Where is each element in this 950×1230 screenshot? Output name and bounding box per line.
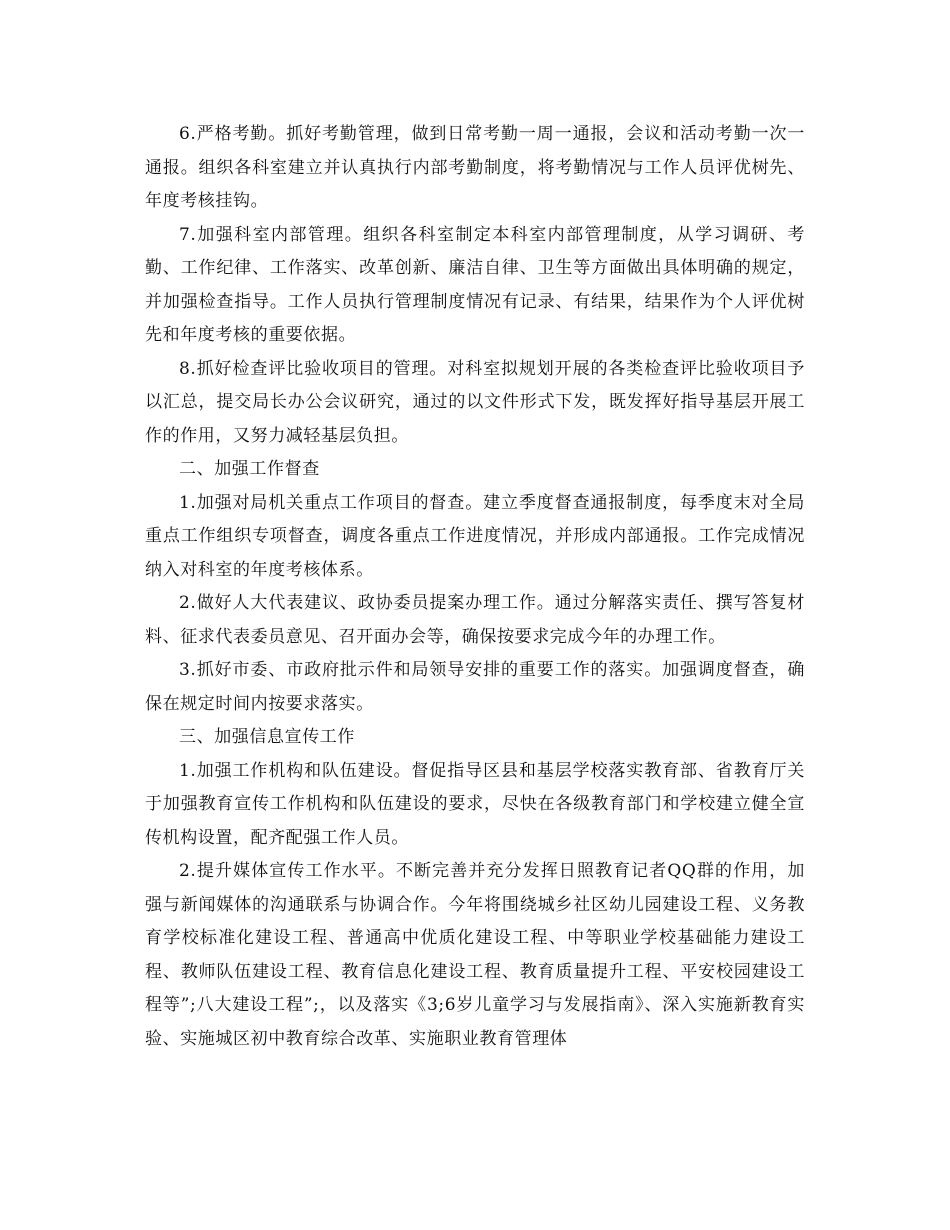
document-body [145, 118, 805, 1056]
paragraph-key-work-supervision: 1.加强对局机关重点工作项目的督查。建立季度督查通报制度，每季度末对全局重点工作组织专项督查，调度各重点工作进度情况，并形成内部通报。工作完成情况纳入对科室的年度考核体系。 [145, 492, 805, 580]
paragraph-proposals-handling: 2.做好人大代表建议、政协委员提案办理工作。通过分解落实责任、撰写答复材料、征求代表委员意见、召开面办会等，确保按要求完成今年的办理工作。 [145, 593, 805, 647]
section-heading-supervision: 二、加强工作督查 [179, 459, 320, 479]
paragraph-media-publicity: 2.提升媒体宣传工作水平。不断完善并充分发挥日照教育记者QQ群的作用，加强与新闻媒体的沟通联系与协调合作。今年将围绕城乡社区幼儿园建设工程、义务教育学校标准化建设工程、普通高中优质化建设工程、中等职业学校基础能力建设工程、教师队伍建设工程、教育信息化建设工程、教育质量提升工程、平安校园建设工程等”;八大建设工程”;，以及落实《3;6岁儿童学习与发展指南》、深入实施新教育实验、实施城区初中教育综合改革、实施职业教育管理体 [145, 861, 805, 1049]
paragraph-instructions-implementation: 3.抓好市委、市政府批示件和局领导安排的重要工作的落实。加强调度督查，确保在规定时间内按要求落实。 [145, 660, 805, 714]
paragraph-inspection-projects: 8.抓好检查评比验收项目的管理。对科室拟规划开展的各类检查评比验收项目予以汇总，提交局长办公会议研究，通过的以文件形式下发，既发挥好指导基层开展工作的作用，又努力减轻基层负担。 [145, 358, 805, 446]
paragraph-office-management: 7.加强科室内部管理。组织各科室制定本科室内部管理制度，从学习调研、考勤、工作纪律、工作落实、改革创新、廉洁自律、卫生等方面做出具体明确的规定，并加强检查指导。工作人员执行管理制度情况有记录、有结果，结果作为个人评优树先和年度考核的重要依据。 [145, 224, 805, 345]
section-heading-publicity: 三、加强信息宣传工作 [179, 727, 355, 747]
paragraph-organization-building: 1.加强工作机构和队伍建设。督促指导区县和基层学校落实教育部、省教育厅关于加强教育宣传工作机构和队伍建设的要求，尽快在各级教育部门和学校建立健全宣传机构设置，配齐配强工作人员。 [145, 760, 805, 848]
paragraph-attendance: 6.严格考勤。抓好考勤管理，做到日常考勤一周一通报，会议和活动考勤一次一通报。组织各科室建立并认真执行内部考勤制度，将考勤情况与工作人员评优树先、年度考核挂钩。 [145, 124, 805, 211]
